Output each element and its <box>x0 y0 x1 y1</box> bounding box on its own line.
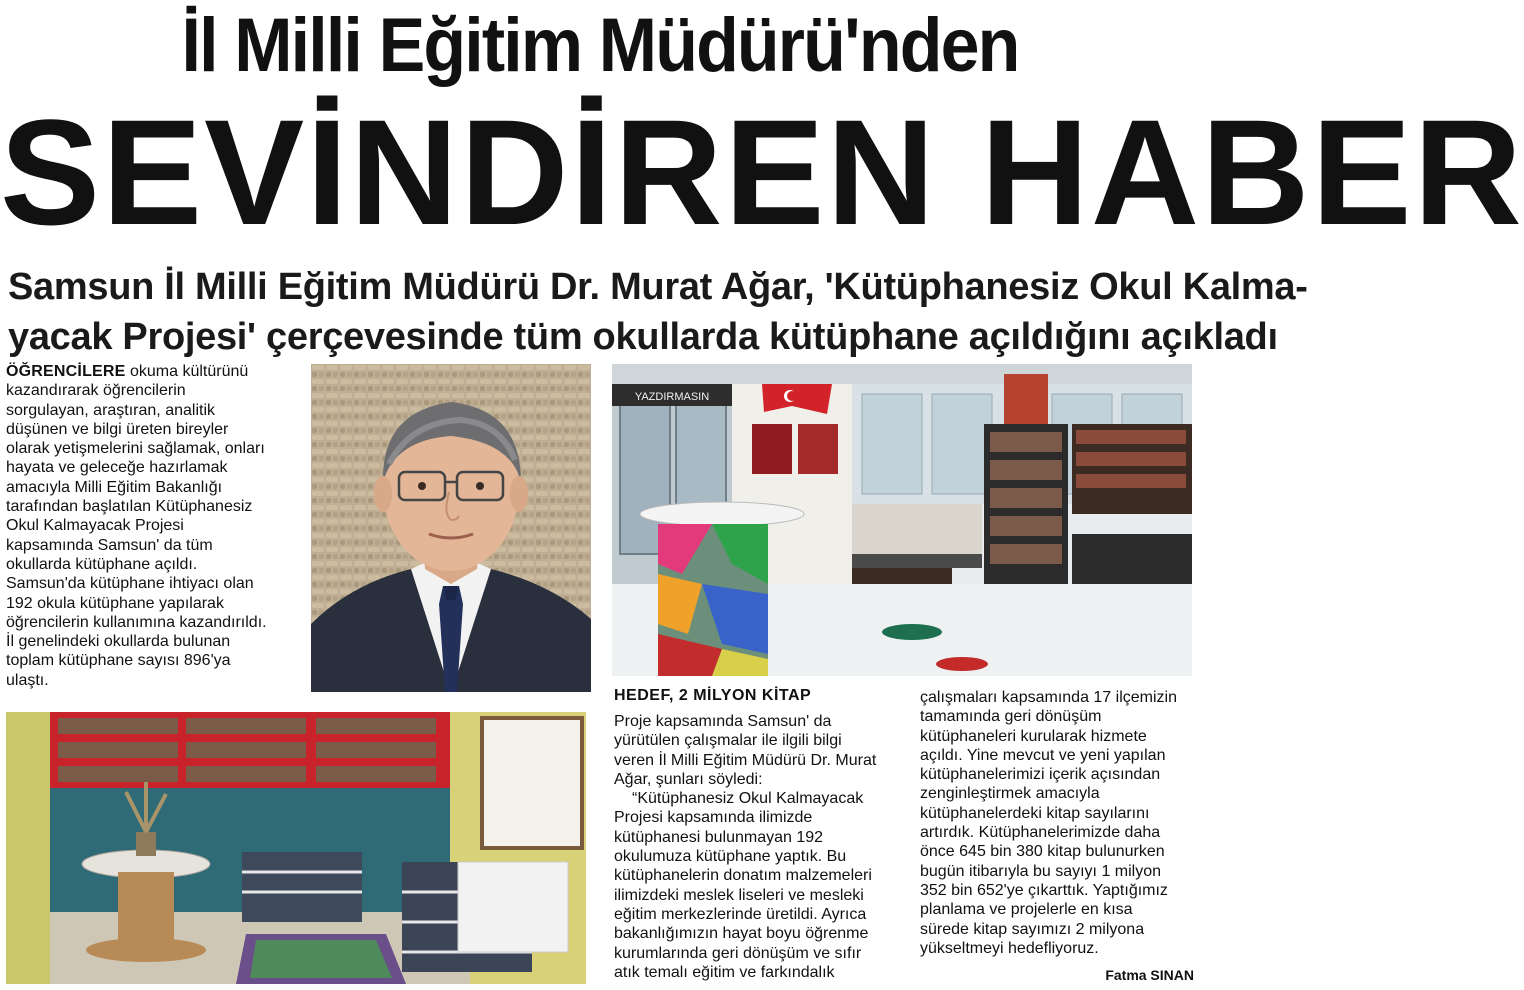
body-line: kütüphaneleri kurularak hizmete <box>920 727 1147 745</box>
lead-line: okullarda kütüphane açıldı. <box>6 555 198 573</box>
body-line: okulumuza kütüphane yaptık. Bu <box>614 848 847 866</box>
body-line: yükseltmeyi hedefliyoruz. <box>920 939 1099 957</box>
body-line: kurumlarında geri dönüşüm ve sıfır <box>614 944 862 962</box>
lead-line: amacıyla Milli Eğitim Bakanlığı <box>6 478 223 496</box>
portrait-photo <box>311 364 591 692</box>
body-line: ilimizdeki meslek liseleri ve mesleki <box>614 886 864 904</box>
body-line: kütüphanelerdeki kitap sayılarını <box>920 804 1150 822</box>
body-line: eğitim merkezlerinde üretildi. Ayrıca <box>614 905 867 923</box>
lead-line: Okul Kalmayacak Projesi <box>6 517 184 535</box>
body-line: Projesi kapsamında ilimizde <box>614 809 813 827</box>
body-column-b <box>920 688 1196 958</box>
body-line: “Kütüphanesiz Okul Kalmayacak <box>632 790 864 808</box>
lead-line: öğrencilerin kullanımına kazandırıldı. <box>6 613 267 631</box>
lead-line: hayata ve geleceğe hazırlamak <box>6 459 228 477</box>
lead-first-line <box>6 362 306 381</box>
body-line: sürede kitap sayımızı 2 milyona <box>920 920 1145 938</box>
lead-line: olarak yetişmelerini sağlamak, onları <box>6 440 265 458</box>
body-line: zenginleştirmek amacıyla <box>920 785 1100 803</box>
body-line: Proje kapsamında Samsun' da <box>614 713 832 730</box>
body-line: planlama ve projelerle en kısa <box>920 901 1133 919</box>
byline: Fatma SINAN <box>1105 967 1194 983</box>
body-line: artırdık. Kütüphanelerimizde daha <box>920 824 1161 842</box>
lead-line: İl genelindeki okullarda bulunan <box>6 633 231 651</box>
body-line: Ağar, şunları söyledi: <box>614 770 763 788</box>
body-line: veren İl Milli Eğitim Müdürü Dr. Murat <box>614 751 877 769</box>
lead-line: düşünen ve bilgi üreten bireyler <box>6 420 229 438</box>
library-photo <box>612 364 1192 676</box>
kicker-headline: İl Milli Eğitim Müdürü'nden <box>181 3 1019 88</box>
lead-line: toplam kütüphane sayısı 896'ya <box>6 652 231 670</box>
body-line: tamamında geri dönüşüm <box>920 708 1102 726</box>
lead-line: 192 okula kütüphane yapılarak <box>6 594 224 612</box>
lead-caps: ÖĞRENCİLERE <box>6 363 126 380</box>
deck-line: yacak Projesi' çerçevesinde tüm okullarda kütüphane açıldığını açıkladı <box>8 316 1278 358</box>
portrait-illustration <box>311 364 591 692</box>
lead-column <box>6 362 306 690</box>
lead-first-rest: okuma kültürünü <box>125 363 249 380</box>
body-line: bugün itibarıyla bu sayıyı 1 milyon <box>920 862 1162 880</box>
body-line: yürütülen çalışmalar ile ilgili bilgi <box>614 732 842 750</box>
body-line: açıldı. Yine mevcut ve yeni yapılan <box>920 746 1166 764</box>
lead-line: kapsamında Samsun' da tüm <box>6 536 213 554</box>
body-column-a <box>614 712 914 982</box>
body-line: çalışmaları kapsamında 17 ilçemizin <box>920 689 1177 706</box>
lead-line: Samsun'da kütüphane ihtiyacı olan <box>6 575 254 593</box>
lead-line: kazandırarak öğrencilerin <box>6 382 186 400</box>
lead-line: tarafından başlatılan Kütüphanesiz <box>6 498 253 516</box>
body-line: önce 645 bin 380 kitap bulunurken <box>920 843 1165 861</box>
body-line: 352 bin 652'ye çıkarttık. Yaptığımız <box>920 881 1168 899</box>
body-line: kütüphanesi bulunmayan 192 <box>614 828 824 846</box>
lead-line: ulaştı. <box>6 671 49 689</box>
deck-line: Samsun İl Milli Eğitim Müdürü Dr. Murat Ağar, 'Kütüphanesiz Okul Kalma- <box>8 266 1308 308</box>
body-line: atık temalı eğitim ve farkındalık <box>614 963 835 981</box>
lead-line: sorgulayan, araştıran, analitik <box>6 401 215 419</box>
body-line: kütüphanelerimizi içerik açısından <box>920 766 1161 784</box>
library-illustration <box>612 364 1192 676</box>
section-subhead: HEDEF, 2 MİLYON KİTAP <box>614 687 812 704</box>
body-line: bakanlığımızın hayat boyu öğrenme <box>614 925 869 943</box>
deck-subtitle <box>8 262 1308 362</box>
reading-corner-photo <box>6 712 586 984</box>
main-headline: SEVİNDİREN HABER <box>0 88 1524 256</box>
banner-text: YAZDIRMASIN <box>634 391 710 403</box>
reading-corner-illustration <box>6 712 586 984</box>
body-line: kütüphanelerin donatım malzemeleri <box>614 867 872 885</box>
